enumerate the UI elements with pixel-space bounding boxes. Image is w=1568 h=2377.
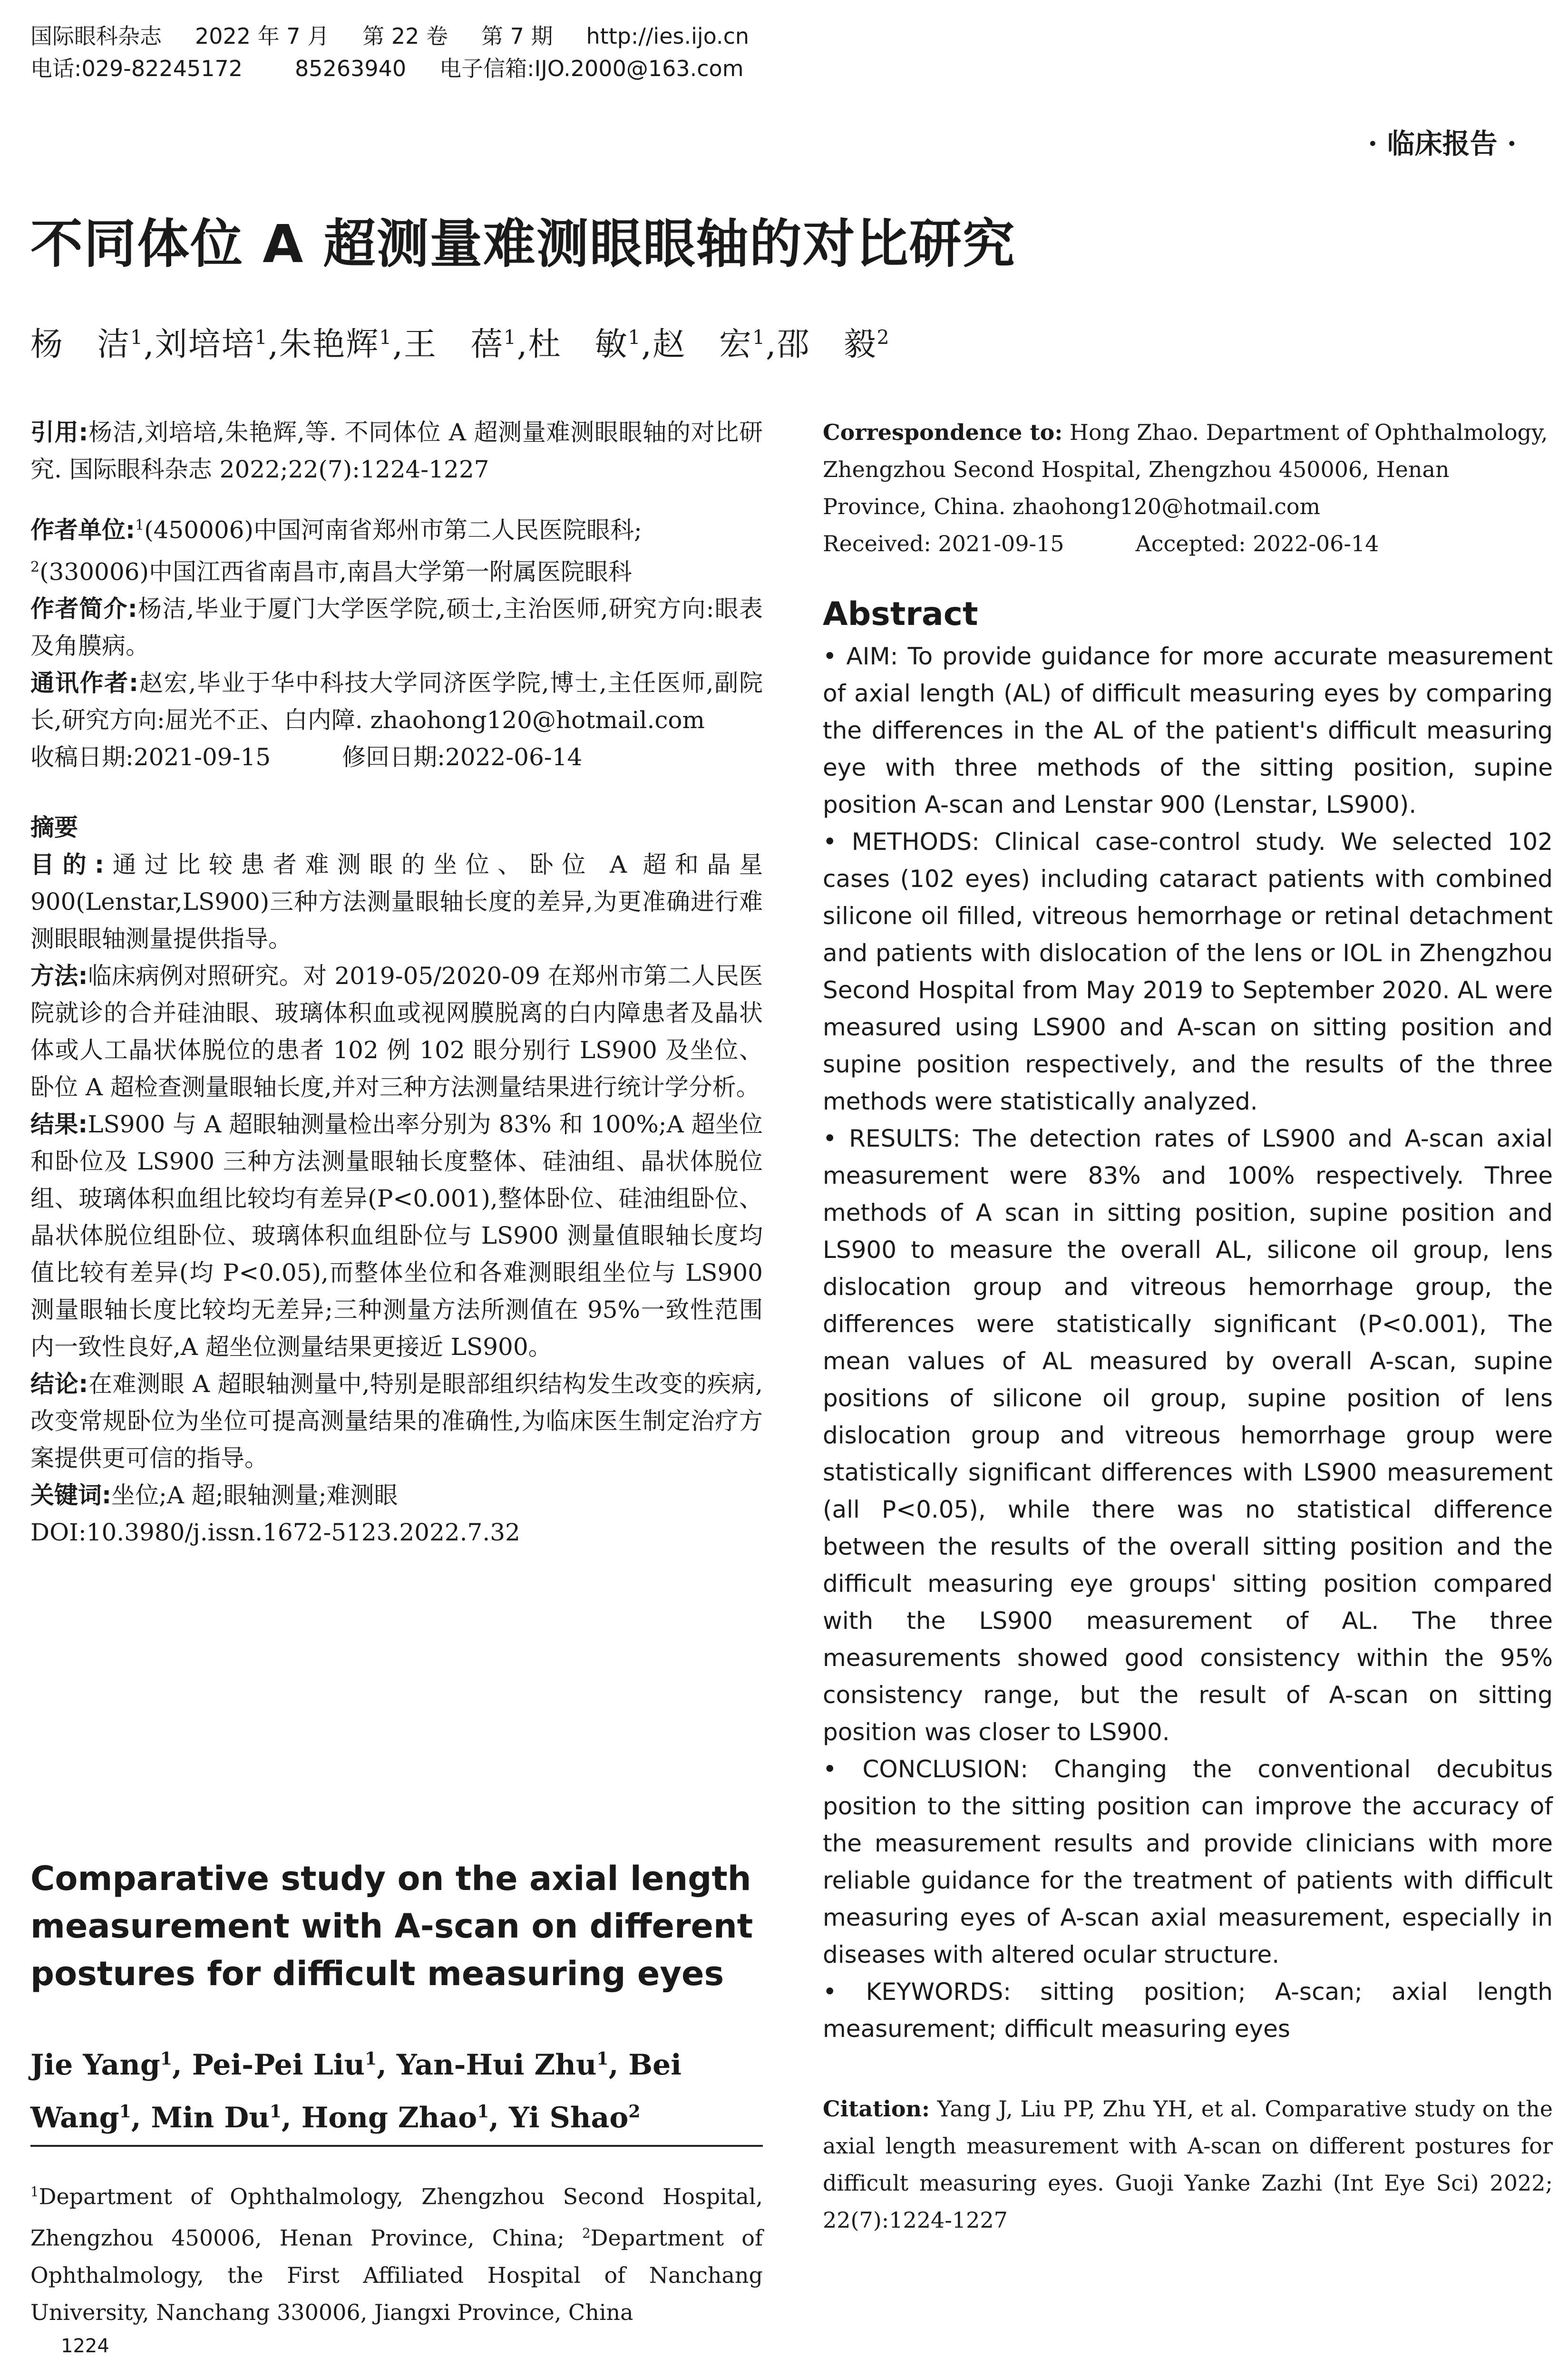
author-sup: 1 — [365, 2049, 377, 2069]
author-sup: 1 — [752, 326, 766, 349]
author-en: Min Du — [151, 2101, 270, 2134]
author-bio — [30, 590, 763, 664]
affiliation-cn — [30, 507, 763, 590]
keywords-label-en: • KEYWORDS: — [823, 1978, 1012, 2006]
author-sup: 1 — [119, 2102, 131, 2122]
citation-label-en: Citation: — [823, 2096, 930, 2122]
author-sup: 1 — [477, 2102, 489, 2122]
abstract-keywords — [823, 1973, 1553, 2047]
aim-label: 目的: — [30, 851, 104, 879]
author-sup: 2 — [628, 2102, 641, 2122]
revised-date: 修回日期:2022-06-14 — [342, 743, 583, 771]
corr-text: 赵宏,毕业于华中科技大学同济医学院,博士,主任医师,副院长,研究方向:屈光不正、白内障. zhaohong120@hotmail.com — [30, 669, 763, 734]
bio-text: 杨洁,毕业于厦门大学医学院,硕士,主治医师,研究方向:眼表及角膜病。 — [30, 595, 763, 660]
methods-label-en: • METHODS: — [823, 828, 980, 856]
abstract-heading: Abstract — [823, 595, 978, 633]
affiliation-en-2: Department of Ophthalmology, the First Affiliated Hospital of Nanchang University, Nanchang 330006, Jiangxi Province, China — [30, 2225, 763, 2325]
author-sup: 1 — [596, 2049, 609, 2069]
issue-date: 2022 年 7 月 — [195, 23, 330, 49]
section-tag: · 临床报告 · — [1368, 127, 1517, 160]
affiliation-sup: 1 — [135, 517, 145, 534]
right-column — [823, 414, 1553, 2239]
page-number: 1224 — [61, 2335, 109, 2357]
journal-phone-2: 85263940 — [295, 56, 407, 81]
methods-label: 方法: — [30, 962, 88, 990]
keywords-text-en: sitting position; A-scan; axial length measurement; difficult measuring eyes — [823, 1978, 1553, 2043]
author-en: Hong Zhao — [301, 2101, 477, 2134]
authors-cn: 杨 洁$^1$,刘培培$^1$,朱艳辉$^1$,王 蓓$^1$,杜 敏$^1$,赵 宏$^1$,邵 毅$^2$ — [30, 326, 890, 363]
author-en: Pei-Pei Liu — [192, 2048, 365, 2082]
english-authors: Jie Yang$^1$, Pei-Pei Liu$^1$, Yan-Hui Zhu$^1$, Bei Wang$^1$, Min Du$^1$, Hong Zhao$^1$, Yi Shao$^2$ — [30, 2048, 682, 2134]
author-cn: 杜 敏 — [528, 326, 628, 363]
abstract-results — [823, 1120, 1553, 1751]
conclusion-label-en: • CONCLUSION: — [823, 1755, 1029, 1783]
author-cn: 赵 宏 — [653, 326, 753, 363]
dates-en — [823, 525, 1553, 562]
author-sup: 1 — [269, 2102, 282, 2122]
author-cn: 邵 毅 — [777, 326, 877, 363]
corr-label: 通讯作者: — [30, 669, 139, 697]
abstract-methods — [823, 823, 1553, 1120]
author-sup: 1 — [160, 2049, 172, 2069]
affiliation-2: (330006)中国江西省南昌市,南昌大学第一附属医院眼科 — [39, 558, 632, 586]
keywords-cn — [30, 1477, 763, 1514]
correspondence-label: Correspondence to: — [823, 419, 1063, 445]
journal-name: 国际眼科杂志 — [30, 23, 162, 49]
author-en: Yi Shao — [509, 2101, 629, 2134]
received-date-en: Received: 2021-09-15 — [823, 531, 1064, 556]
keywords-text: 坐位;A 超;眼轴测量;难测眼 — [111, 1481, 398, 1510]
journal-header-line2 — [30, 52, 782, 85]
bio-label: 作者简介: — [30, 595, 137, 623]
journal-header-line1 — [30, 20, 782, 52]
methods-text: 临床病例对照研究。对 2019-05/2020-09 在郑州市第二人民医院就诊的合并硅油眼、玻璃体积血或视网膜脱离的白内障患者及晶状体或人工晶状体脱位的患者 102 例 102 眼分别行 LS900 及坐位、卧位 A 超检查测量眼轴长度,并对三种方法测量结果进行统计学分析。 — [30, 962, 763, 1101]
affiliation-en-1: Department of Ophthalmology, Zhengzhou Second Hospital, Zhengzhou 450006, Henan Province, China; — [30, 2183, 763, 2251]
abstract-heading-cn: 摘要 — [30, 814, 78, 842]
author-en: Jie Yang — [30, 2048, 160, 2082]
conclusion-text: 在难测眼 A 超眼轴测量中,特别是眼部组织结构发生改变的疾病,改变常规卧位为坐位可提高测量结果的准确性,为临床医生制定治疗方案提供更可信的指导。 — [30, 1370, 763, 1472]
author-cn: 王 蓓 — [403, 326, 504, 363]
english-title: Comparative study on the axial length measurement with A-scan on different postures for difficult measuring eyes — [30, 1859, 753, 1993]
author-cn: 朱艳辉 — [279, 326, 380, 363]
methods-text-en: Clinical case-control study. We selected 102 cases (102 eyes) including cataract patients with combined silicone oil filled, vitreous hemorrhage or retinal detachment and patients with dislocation of the lens or IOL in Zhengzhou Second Hospital from May 2019 to September 2020. AL were measured using LS900 and A-scan on sitting position and supine position respectively, and the results of the three methods were statistically analyzed. — [823, 828, 1553, 1115]
results-label-en: • RESULTS: — [823, 1125, 961, 1152]
citation-text: 杨洁,刘培培,朱艳辉,等. 不同体位 A 超测量难测眼眼轴的对比研究. 国际眼科杂志 2022;22(7):1224-1227 — [30, 419, 763, 483]
page-title: 不同体位 A 超测量难测眼眼轴的对比研究 — [30, 214, 1016, 274]
author-cn: 刘培培 — [155, 326, 255, 363]
aim-text: 通过比较患者难测眼的坐位、卧位 A 超和晶星 900(Lenstar,LS900)三种方法测量眼轴长度的差异,为更准确进行难测眼眼轴测量提供指导。 — [30, 851, 763, 953]
affiliation-sup: 2 — [30, 558, 40, 575]
aim-cn — [30, 846, 763, 957]
results-text-en: The detection rates of LS900 and A-scan axial measurement were 83% and 100% respectively. Three methods of A scan in sitting position, supine position and LS900 to measure the overall AL, silicone oil group, lens dislocation group and vitreous hemorrhage group, the differences were statistically significant (P<0.001), The mean values of AL measured by overall A-scan, supine positions of silicone oil group, supine position of lens dislocation group and vitreous hemorrhage group were statistically significant differences with LS900 measurement (all P<0.05), while there was no statistical difference between the results of the overall sitting position and the difficult measuring eye groups' sitting position compared with the LS900 measurement of AL. The three measurements showed good consistency within the 95% consistency range, but the result of A-scan on sitting position was closer to LS900. — [823, 1125, 1553, 1746]
accepted-date-en: Accepted: 2022-06-14 — [1135, 531, 1379, 556]
abstract-aim — [823, 638, 1553, 823]
citation-text-en: Yang J, Liu PP, Zhu YH, et al. Comparative study on the axial length measurement with A-scan on different postures for difficult measuring eyes. Guoji Yanke Zazhi (Int Eye Sci) 2022; 22(7):1224-1227 — [823, 2096, 1553, 2233]
keywords-label: 关键词: — [30, 1481, 111, 1510]
author-en: Yan-Hui Zhu — [396, 2048, 597, 2082]
correspondence-text: Hong Zhao. Department of Ophthalmology, Zhengzhou Second Hospital, Zhengzhou 450006, Henan Province, China. zhaohong120@hotmail.com — [823, 419, 1548, 519]
journal-email[interactable]: 电子信箱:IJO.2000@163.com — [439, 56, 744, 81]
aim-label-en: • AIM: — [823, 643, 898, 670]
citation-cn — [30, 414, 763, 488]
journal-header — [30, 20, 782, 85]
methods-cn — [30, 957, 763, 1106]
received-date: 收稿日期:2021-09-15 — [30, 743, 271, 771]
author-sup: 2 — [877, 326, 890, 349]
author-sup: 1 — [628, 326, 642, 349]
results-cn — [30, 1106, 763, 1365]
citation-en — [823, 2090, 1553, 2239]
corresponding-author-cn — [30, 664, 763, 739]
citation-label: 引用: — [30, 419, 88, 446]
affiliation-label: 作者单位: — [30, 516, 135, 544]
author-en: Bei Wang — [30, 2048, 682, 2134]
volume: 第 22 卷 — [362, 23, 448, 49]
author-sup: 1 — [503, 326, 517, 349]
aim-text-en: To provide guidance for more accurate measurement of axial length (AL) of difficult measuring eyes by comparing the differences in the AL of the patient's difficult measuring eye with three methods of the sitting position, supine position A-scan and Lenstar 900 (Lenstar, LS900). — [823, 643, 1553, 818]
affiliation-sup: 2 — [582, 2225, 591, 2241]
author-sup: 1 — [254, 326, 268, 349]
journal-url[interactable]: http://ies.ijo.cn — [586, 23, 750, 49]
conclusion-cn — [30, 1365, 763, 1477]
english-affiliations — [30, 2173, 763, 2331]
results-text: LS900 与 A 超眼轴测量检出率分别为 83% 和 100%;A 超坐位和卧位及 LS900 三种方法测量眼轴长度整体、硅油组、晶状体脱位组、玻璃体积血组比较均有差异(P<0.001),整体卧位、硅油组卧位、晶状体脱位组卧位、玻璃体积血组卧位与 LS900 测量值眼轴长度均值比较有差异(均 P<0.05),而整体坐位和各难测眼组坐位与 LS900 测量眼轴长度比较均无差异;三种测量方法所测值在 95%一致性范围内一致性良好,A 超坐位测量结果更接近 LS900。 — [30, 1111, 763, 1361]
correspondence-en — [823, 414, 1553, 525]
affiliation-sup: 1 — [30, 2184, 39, 2200]
issue-number: 第 7 期 — [481, 23, 553, 49]
abstract-conclusion — [823, 1751, 1553, 1973]
author-sup: 1 — [130, 326, 144, 349]
left-column — [30, 414, 763, 1551]
conclusion-text-en: Changing the conventional decubitus position to the sitting position can improve the accuracy of the measurement results and provide clinicians with more reliable guidance for the treatment of patients with difficult measuring eyes of A-scan axial measurement, especially in diseases with altered ocular structure. — [823, 1755, 1553, 1968]
affiliation-1: (450006)中国河南省郑州市第二人民医院眼科; — [144, 516, 642, 544]
affiliation-divider — [30, 2145, 763, 2147]
dates-cn — [30, 739, 763, 776]
author-cn: 杨 洁 — [30, 326, 131, 363]
doi[interactable]: DOI:10.3980/j.issn.1672-5123.2022.7.32 — [30, 1519, 520, 1547]
results-label: 结果: — [30, 1111, 88, 1139]
conclusion-label: 结论: — [30, 1370, 88, 1398]
author-sup: 1 — [379, 326, 393, 349]
journal-phone: 电话:029-82245172 — [30, 56, 243, 81]
